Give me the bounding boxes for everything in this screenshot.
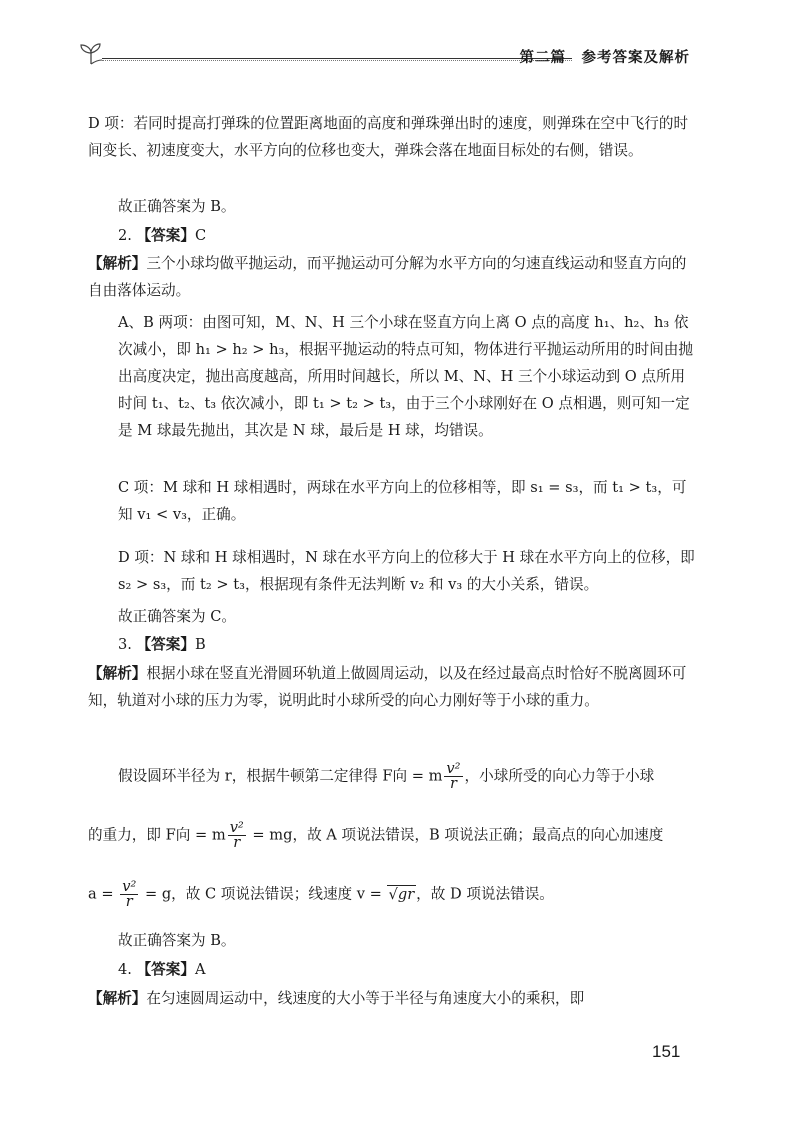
sprout-icon: [78, 40, 104, 66]
q2-number: 2.: [118, 227, 132, 244]
q3-text-3b: = g，故 C 项说法错误；线速度 v =: [140, 885, 387, 903]
q3-answer: B: [194, 636, 206, 653]
q4-answer: A: [194, 961, 206, 978]
answer-tag: 【答案】: [136, 636, 195, 653]
q3-text-2b: = mg，故 A 项说法错误，B 项说法正确；最高点的向心加速度: [247, 826, 664, 844]
sqrt-gr: √gr: [388, 885, 415, 903]
analysis-tag: 【解析】: [88, 990, 147, 1007]
header-title: 第二篇 参考答案及解析: [519, 50, 690, 66]
fraction-denominator: r: [125, 893, 133, 910]
answer-line: 故正确答案为 B。: [118, 198, 236, 215]
answer-tag: 【答案】: [136, 227, 195, 244]
fraction-denominator: r: [233, 834, 241, 851]
q4-analysis-text: 在匀速圆周运动中，线速度的大小等于半径与角速度大小的乘积，即: [146, 990, 585, 1007]
fraction-numerator: v²: [229, 819, 244, 836]
q3-text-1a: 假设圆环半径为 r，根据牛顿第二定律得 F向 = m: [118, 767, 443, 785]
answer-line-c: 故正确答案为 C。: [118, 608, 236, 625]
page-number: 151: [652, 1042, 681, 1061]
q3-answer-line: [118, 631, 696, 658]
q2-ab-paragraph: [118, 309, 696, 444]
q3-number: 3.: [118, 636, 132, 653]
q2-answer-line: [118, 222, 696, 249]
answer-tag: 【答案】: [136, 961, 195, 978]
q3-text-1b: ，小球所受的向心力等于小球: [464, 767, 655, 785]
q4-number: 4.: [118, 961, 132, 978]
q3-text-2a: 的重力，即 F向 = m: [88, 826, 226, 844]
page-header: [78, 38, 690, 72]
q4-analysis: [88, 985, 696, 1012]
analysis-tag: 【解析】: [88, 665, 147, 682]
fraction-numerator: v²: [122, 878, 137, 895]
header-rule: [102, 58, 572, 59]
q2-c-paragraph: C 项：M 球和 H 球相遇时，两球在水平方向上的位移相等，即 s₁ = s₃，而 t₁ > t₃，可知 v₁ < v₃，正确。: [118, 479, 687, 523]
fraction-denominator: r: [449, 775, 457, 792]
fraction-numerator: v²: [446, 760, 461, 777]
fraction-v2-over-r: [120, 880, 138, 909]
q2-ab-text: A、B 两项：由图可知，M、N、H 三个小球在竖直方向上离 O 点的高度 h₁、h₂、h₃ 依次减小，即 h₁ > h₂ > h₃，根据平抛运动的特点可知，物体进行平抛运动所用的时间由抛出高度决定，抛出高度越高，所用时间越长，所以 M、N、H 三个小球运动到 O 点所用时间 t₁、t₂、t₃ 依次减小，即 t₁ > t₂ > t₃，由于三个小球刚好在 O 点相遇，则可知一定是 M 球最先抛出，其次是 N 球，最后是 H 球，均错误。: [118, 314, 693, 439]
q3-formula-line-1: [118, 762, 696, 791]
fraction-v2-over-r: [444, 762, 462, 791]
q2-d-paragraph: D 项：N 球和 H 球相遇时，N 球在水平方向上的位移大于 H 球在水平方向上的位移，即 s₂ > s₃，而 t₂ > t₃，根据现有条件无法判断 v₂ 和 v₃ 的大小关系，错误。: [118, 549, 695, 593]
q3-formula-line-2: [88, 821, 696, 850]
fraction-v2-over-r: [228, 821, 246, 850]
d-option-paragraph: D 项：若同时提高打弹珠的位置距离地面的高度和弹珠弹出时的速度，则弹珠在空中飞行的时间变长、初速度变大，水平方向的位移也变大，弹珠会落在地面目标处的右侧，错误。: [88, 115, 689, 159]
analysis-tag: 【解析】: [88, 255, 147, 272]
q4-answer-line: [118, 956, 696, 983]
q2-analysis: [88, 250, 696, 304]
q3-analysis: [88, 660, 696, 714]
q3-formula-line-3: [88, 880, 696, 909]
q3-text-3c: ，故 D 项说法错误。: [416, 885, 554, 903]
header-rule-dotted: [102, 60, 572, 61]
q3-text-3a: a =: [88, 885, 119, 903]
q2-answer: C: [194, 227, 207, 244]
q2-analysis-text: 三个小球均做平抛运动，而平抛运动可分解为水平方向的匀速直线运动和竖直方向的自由落体运动。: [88, 255, 687, 299]
answer-line-b2: 故正确答案为 B。: [118, 932, 236, 949]
q3-analysis-text: 根据小球在竖直光滑圆环轨道上做圆周运动，以及在经过最高点时恰好不脱离圆环可知，轨道对小球的压力为零，说明此时小球所受的向心力刚好等于小球的重力。: [88, 665, 687, 709]
